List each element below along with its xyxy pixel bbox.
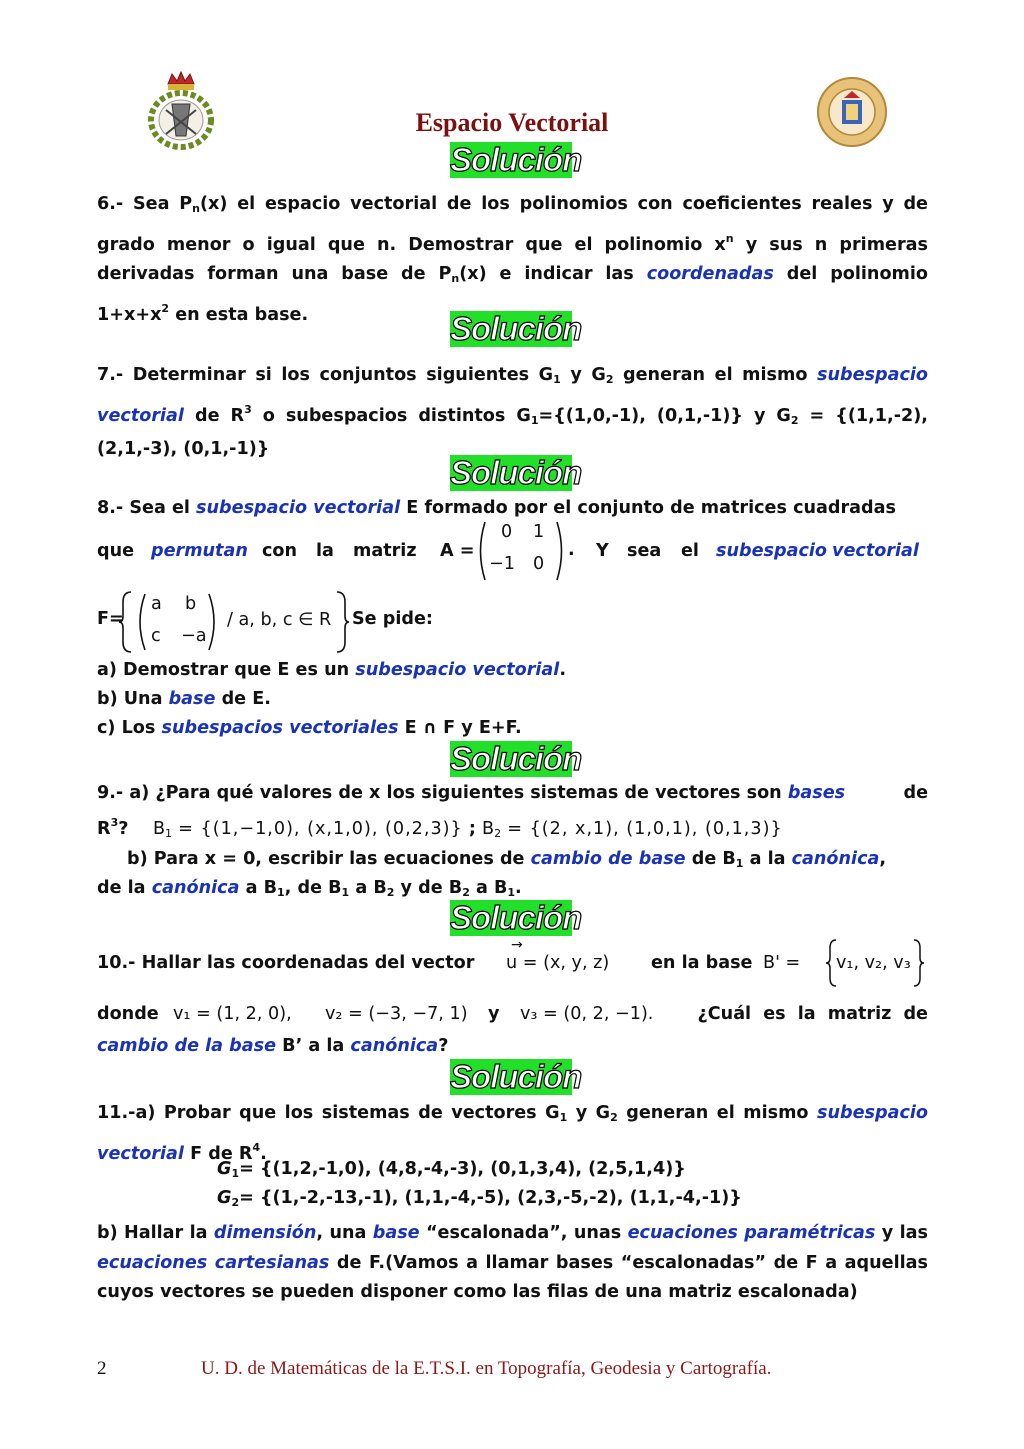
link-vectorial[interactable]: vectorial [832, 541, 919, 561]
vector-v3: v₃ = (0, 2, −1). [520, 1004, 654, 1024]
link-canonica[interactable]: canónica [350, 1036, 439, 1056]
set-F [119, 590, 359, 654]
period: . [568, 540, 575, 560]
solucion-button[interactable]: Solución [450, 141, 582, 178]
link-permutan[interactable]: permutan [151, 541, 248, 561]
solucion-button[interactable]: Solución [450, 1058, 582, 1095]
set-F-label: F= [97, 609, 124, 629]
link-cambio-de-la-base[interactable]: cambio de la base [97, 1036, 277, 1056]
link-subespacios-vectoriales[interactable]: subespacios vectoriales [161, 718, 399, 738]
basis-label: B' = [763, 953, 801, 973]
matrix-cell: c [151, 626, 161, 646]
solucion-button[interactable]: Solución [450, 454, 582, 491]
solucion-button[interactable]: Solución [450, 310, 582, 347]
matrix-A-label: A = [440, 541, 475, 561]
problem-9-c: de la canónica a $B_1$, de $B_1$ a $B_2$ y de $B_2$ a $B_1$. [97, 878, 522, 899]
link-canonica[interactable]: canónica [791, 849, 880, 869]
link-subespacio[interactable]: subespacio [716, 541, 828, 561]
set-condition: / a, b, c ∈ R [227, 610, 332, 630]
footer-text: U. D. de Matemáticas de la E.T.S.I. en Topografía, Geodesia y Cartografía. [201, 1358, 772, 1379]
matrix-cell: −1 [489, 554, 515, 574]
word-sea: sea [627, 541, 662, 561]
vector-arrow: → [511, 937, 523, 953]
problem-6: 6.- Sea $P_n(x)$ el espacio vectorial de los polinomios con coeficientes reales y de grado menor o igual que n. Demostrar que el polinomio $x^n$ y sus n primeras derivadas forman una base de $P_n(x)$ e indicar las coordenadas del polinomio $1+x+x^2$ en esta base. [97, 194, 928, 325]
se-pide-text: Se pide: [352, 609, 433, 629]
link-subespacio-vectorial[interactable]: subespacio vectorial [355, 660, 560, 680]
vector-v2: v₂ = (−3, −7, 1) [325, 1004, 468, 1024]
problem-10-line-3: cambio de la base B’ a la canónica? [97, 1036, 449, 1056]
page-number: 2 [97, 1358, 107, 1379]
word-que: que [97, 541, 135, 561]
matrix-cell: b [185, 594, 197, 614]
link-ecuaciones-cartesianas[interactable]: ecuaciones cartesianas [97, 1252, 330, 1273]
problem-8-line-1: 8.- Sea el subespacio vectorial E formado por el conjunto de matrices cuadradas [97, 498, 896, 518]
set-G2: $G_2= \{(1,-2,-13,-1)$, (1,1,-4,-5), (2,3,-5,-2), (1,1,-4,-1)} [217, 1188, 742, 1209]
link-subespacio-vectorial[interactable]: subespacio vectorial [196, 498, 401, 518]
problem-8-c: c) Los subespacios vectoriales E ∩ F y E+F. [97, 718, 522, 738]
link-base[interactable]: base [372, 1223, 420, 1243]
word-con: con [262, 541, 298, 561]
link-subespacio-vectorial[interactable]: subespacio vectorial [97, 1103, 928, 1164]
problem-9-b: b) Para x = 0, escribir las ecuaciones de cambio de base de $B_1$ a la canónica, [127, 849, 887, 870]
link-canonica[interactable]: canónica [151, 878, 240, 898]
matrix-A [475, 520, 567, 582]
basis-vectors: v₁, v₂, v₃ [836, 953, 911, 973]
word-y: y [488, 1004, 500, 1024]
link-subespacio-vectorial[interactable]: subespacio vectorial [97, 365, 928, 426]
word-el: el [681, 541, 699, 561]
solucion-button[interactable]: Solución [450, 740, 582, 777]
problem-11-b: b) Hallar la dimensión, una base “escalonada”, unas ecuaciones paramétricas y las ecuaciones cartesianas de F.(Vamos a llamar bases “escalonadas” de F a aquellas cuyos vectores se pueden disponer como las filas de una matriz escalonada) [97, 1223, 928, 1302]
word-y: Y [596, 541, 609, 561]
problem-9-sets: $R^3$? $B_1 = \{(1,-1,0)$, (x,1,0), (0,2,3)} ; $B_2 = \{(2$, x,1), (1,0,1), (0,1,3)} [97, 816, 783, 840]
word-matriz: matriz [353, 541, 417, 561]
en-la-base-text: en la base [651, 953, 753, 973]
vector-u: u = (x, y, z) [506, 953, 610, 973]
vector-v1: v₁ = (1, 2, 0), [173, 1004, 292, 1024]
matrix-cell: −a [181, 626, 207, 646]
problem-9-line-1: 9.- a) ¿Para qué valores de x los siguientes sistemas de vectores son bases de [97, 783, 928, 803]
question-text: ¿Cuál es la matriz de [697, 1004, 928, 1024]
link-dimension[interactable]: dimensión [213, 1223, 317, 1243]
page-title: Espacio Vectorial [415, 108, 609, 137]
link-bases[interactable]: bases [787, 783, 846, 803]
problem-7: 7.- Determinar si los conjuntos siguientes $G_1$ y $G_2$ generan el mismo subespacio vectorial de $R^3$ o subespacios distintos $G_1=\{(1,0,-1)$, (0,1,-1)} y $G_2 = \{(1,1,-2)$, (2,1,-3), (0,1,-1)} [97, 365, 928, 459]
matrix-cell: 0 [533, 554, 545, 574]
link-coordenadas[interactable]: coordenadas [646, 264, 774, 284]
link-cambio-de-base[interactable]: cambio de base [530, 849, 686, 869]
link-ecuaciones-parametricas[interactable]: ecuaciones paramétricas [627, 1223, 876, 1243]
word-la: la [316, 541, 334, 561]
problem-11-a: 11.-a) Probar que los sistemas de vectores $G_1$ y $G_2$ generan el mismo subespacio vectorial F de $R^4$. [97, 1103, 928, 1164]
matrix-cell: 0 [501, 522, 513, 542]
word-donde: donde [97, 1004, 159, 1024]
set-G1: $G_1= \{(1,2,-1,0)$, (4,8,-4,-3), (0,1,3,4), (2,5,1,4)} [217, 1159, 686, 1180]
solucion-button[interactable]: Solución [450, 899, 582, 936]
matrix-cell: a [151, 594, 162, 614]
link-base[interactable]: base [168, 689, 216, 709]
problem-8-a: a) Demostrar que E es un subespacio vectorial. [97, 660, 567, 680]
matrix-cell: 1 [533, 522, 545, 542]
problem-8-b: b) Una base de E. [97, 689, 271, 709]
problem-10-text: 10.- Hallar las coordenadas del vector [97, 953, 475, 973]
